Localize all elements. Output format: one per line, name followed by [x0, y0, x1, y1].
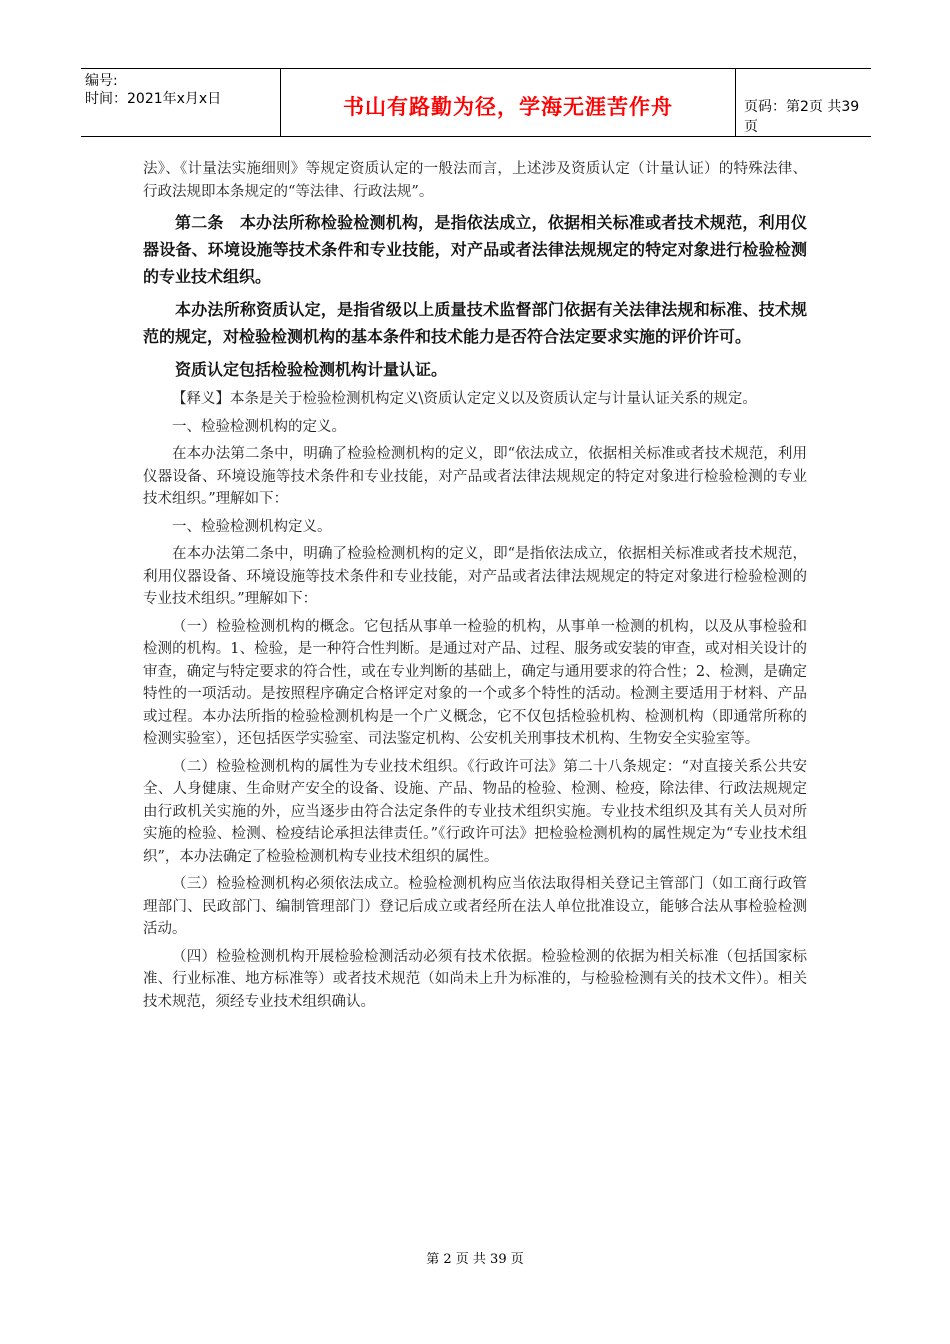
list-item-4: （四）检验检测机构开展检验检测活动必须有技术依据。检验检测的依据为相关标准（包括国家标准、行业标准、地方标准等）或者技术规范（如尚未上升为标准的，与检验检测有关的技术文件）。相关技术规范，须经专业技术组织确认。: [143, 948, 807, 1010]
article-two: 第二条 本办法所称检验检测机构，是指依法成立，依据相关标准或者技术规范，利用仪器设备、环境设施等技术条件和专业技能，对产品或者法律法规规定的特定对象进行检验检测的专业技术组织。: [143, 213, 807, 286]
document-body: [143, 158, 807, 1013]
list-item-3: （三）检验检测机构必须依法成立。检验检测机构应当依法取得相关登记主管部门（如工商行政管理部门、民政部门、编制管理部门）登记后成立或者经所在法人单位批准设立，能够合法从事检验检测活动。: [143, 876, 807, 937]
interpretation-intro: 【释义】本条是关于检验检测机构定义\资质认定定义以及资质认定与计量认证关系的规定。: [172, 391, 757, 407]
header-motto: 书山有路勤为径，学海无涯苦作舟: [343, 95, 673, 119]
header-meta: [81, 69, 281, 136]
paragraph: 在本办法第二条中，明确了检验检测机构的定义，即“是指依法成立，依据相关标准或者技术规范，利用仪器设备、环境设施等技术条件和专业技能，对产品或者法律法规规定的特定对象进行检验检测的专业技术组织。”理解如下：: [143, 546, 807, 607]
header-page-number: 页码：第2页 共39页: [744, 99, 860, 135]
page-header: [81, 68, 871, 137]
document-number-label: 编号:: [85, 73, 118, 89]
paragraph-continuation: 法》、《计量法实施细则》等规定资质认定的一般法而言，上述涉及资质认定（计量认证）的特殊法律、行政法规即本条规定的“等法律、行政法规”。: [143, 161, 807, 200]
qualification-definition: 本办法所称资质认定，是指省级以上质量技术监督部门依据有关法律法规和标准、技术规范的规定，对检验检测机构的基本条件和技术能力是否符合法定要求实施的评价许可。: [143, 300, 807, 346]
list-item-2: （二）检验检测机构的属性为专业技术组织。《行政许可法》第二十八条规定：“对直接关系公共安全、人身健康、生命财产安全的设备、设施、产品、物品的检验、检测、检疫，除法律、行政法规规定由行政机关实施的外，应当逐步由符合法定条件的专业技术组织实施。专业技术组织及其有关人员对所实施的检验、检测、检疫结论承担法律责任。”《行政许可法》把检验检测机构的属性规定为“专业技术组织”，本办法确定了检验检测机构专业技术组织的属性。: [143, 758, 807, 865]
paragraph: 在本办法第二条中，明确了检验检测机构的定义，即“依法成立，依据相关标准或者技术规范，利用仪器设备、环境设施等技术条件和专业技能，对产品或者法律法规规定的特定对象进行检验检测的专业技术组织。”理解如下：: [143, 446, 807, 507]
page-footer: 第 2 页 共 39 页: [426, 1252, 524, 1267]
section-heading: 一、检验检测机构的定义。: [172, 418, 346, 435]
section-heading: 一、检验检测机构定义。: [172, 518, 332, 535]
header-motto-cell: [281, 69, 736, 136]
document-date: 时间：2021年x月x日: [85, 91, 222, 107]
metrology-certification-clause: 资质认定包括检验检测机构计量认证。: [175, 360, 448, 379]
list-item-1: （一）检验检测机构的概念。它包括从事单一检验的机构，从事单一检测的机构，以及从事检验和检测的机构。1、检验，是一种符合性判断。是通过对产品、过程、服务或安装的审查，或对相关设计的审查，确定与特定要求的符合性，或在专业判断的基础上，确定与通用要求的符合性；2、检测，是确定特性的一项活动。是按照程序确定合格评定对象的一个或多个特性的活动。检测主要适用于材料、产品或过程。本办法所指的检验检测机构是一个广义概念，它不仅包括检验机构、检测机构（即通常所称的检测实验室），还包括医学实验室、司法鉴定机构、公安机关刑事技术机构、生物安全实验室等。: [143, 618, 807, 747]
